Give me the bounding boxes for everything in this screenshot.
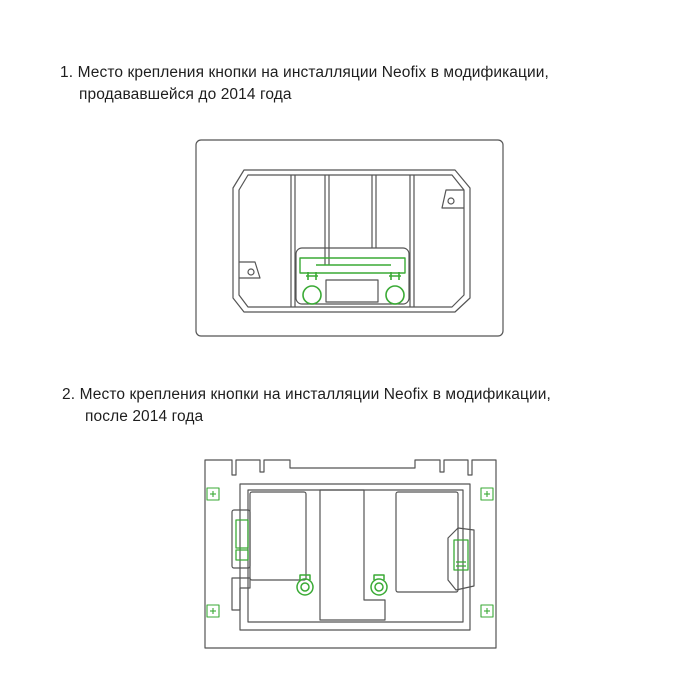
- caption-line-1: [60, 62, 549, 84]
- caption-number: 2.: [62, 386, 76, 403]
- caption-old-model: [60, 62, 549, 106]
- button-mount-boss-icon: [297, 575, 387, 595]
- frame-outer: [233, 170, 470, 312]
- caption-text: Место крепления кнопки на инсталляции Neofix в модификации,: [77, 64, 549, 81]
- frame-compartments: [250, 490, 458, 620]
- cavity-outline: [240, 484, 470, 630]
- clip-icon: [303, 272, 404, 304]
- caption-number: 1.: [60, 64, 74, 81]
- caption-line-1: [62, 384, 551, 406]
- old-installation-diagram: [0, 130, 700, 345]
- cavity-inner: [248, 490, 463, 622]
- caption-line-2: после 2014 года: [85, 408, 204, 425]
- left-latch: [232, 510, 250, 610]
- caption-line-2: продававшейся до 2014 года: [79, 86, 292, 103]
- caption-text: Место крепления кнопки на инсталляции Neofix в модификации,: [79, 386, 551, 403]
- frame-inner: [239, 175, 464, 307]
- new-installation-diagram: [0, 450, 700, 650]
- button-mount-bracket: [296, 248, 409, 304]
- caption-new-model: [62, 384, 551, 428]
